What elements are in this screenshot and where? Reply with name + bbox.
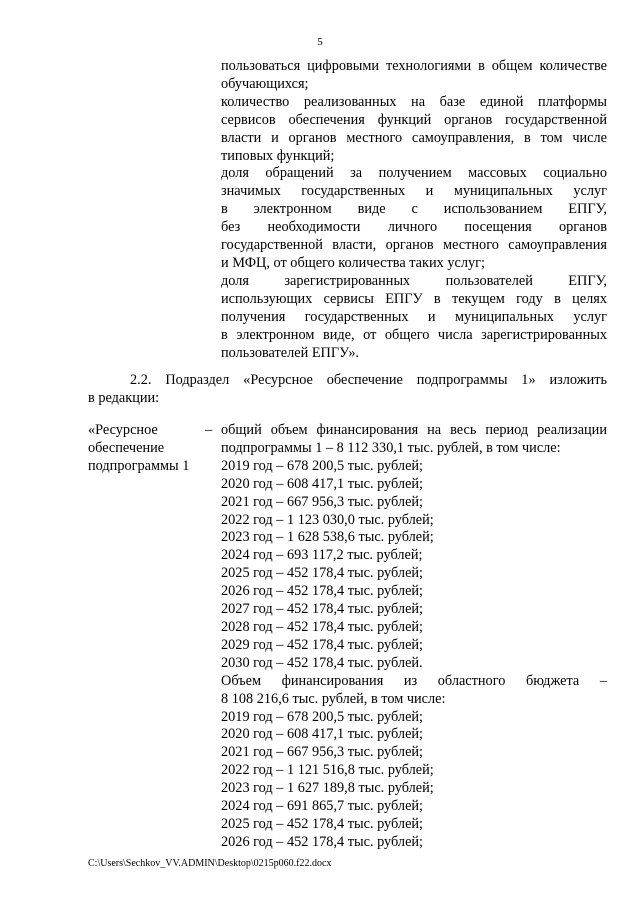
- text-line: без необходимости личного посещения органов: [221, 219, 607, 236]
- text-line: количество реализованных на базе единой платформы: [221, 93, 607, 110]
- text-line: 2022 год – 1 123 030,0 тыс. рублей;: [221, 511, 434, 528]
- text-line: 8 108 216,6 тыс. рублей, в том числе:: [221, 690, 446, 707]
- text-line: 2025 год – 452 178,4 тыс. рублей;: [221, 815, 424, 832]
- text-line: власти и органов местного самоуправления, в том числе: [221, 129, 607, 146]
- text-line: в электронном виде, от общего числа зарегистрированных: [221, 326, 607, 343]
- section-paragraph: [88, 372, 607, 408]
- text-line: пользователей ЕПГУ».: [221, 344, 360, 361]
- text-line: 2027 год – 452 178,4 тыс. рублей;: [221, 601, 424, 618]
- label-line: обеспечение: [88, 439, 165, 456]
- label-dash: –: [205, 422, 213, 438]
- text-line: 2026 год – 452 178,4 тыс. рублей;: [221, 583, 424, 600]
- text-line: и МФЦ, от общего количества таких услуг;: [221, 254, 485, 271]
- resource-label: [88, 422, 203, 476]
- text-line: 2026 год – 452 178,4 тыс. рублей;: [221, 833, 424, 850]
- text-line: 2019 год – 678 200,5 тыс. рублей;: [221, 708, 424, 725]
- text-line: 2024 год – 693 117,2 тыс. рублей;: [221, 547, 423, 564]
- text-line: значимых государственных и муниципальных услуг: [221, 183, 607, 200]
- section-paragraph-line: 2.2. Подраздел «Ресурсное обеспечение подпрограммы 1» изложить: [130, 372, 607, 388]
- text-line: 2021 год – 667 956,3 тыс. рублей;: [221, 744, 424, 761]
- label-line: подпрограммы 1: [88, 457, 190, 474]
- text-line: 2023 год – 1 628 538,6 тыс. рублей;: [221, 529, 434, 546]
- text-line: обучающихся;: [221, 75, 309, 92]
- text-line: 2020 год – 608 417,1 тыс. рублей;: [221, 726, 424, 743]
- text-line: общий объем финансирования на весь период реализации: [221, 422, 607, 438]
- text-line: 2025 год – 452 178,4 тыс. рублей;: [221, 565, 424, 582]
- text-line: 2029 год – 452 178,4 тыс. рублей;: [221, 636, 424, 653]
- text-line: 2022 год – 1 121 516,8 тыс. рублей;: [221, 762, 434, 779]
- text-line: сервисов обеспечения функций органов государственной: [221, 111, 607, 128]
- text-line: 2019 год – 678 200,5 тыс. рублей;: [221, 457, 424, 474]
- text-line: государственной власти, органов местного самоуправления: [221, 237, 607, 254]
- text-line: доля обращений за получением массовых социально: [221, 165, 607, 182]
- text-line: типовых функций;: [221, 147, 335, 164]
- text-line: 2028 год – 452 178,4 тыс. рублей;: [221, 618, 424, 635]
- text-line: использующих сервисы ЕПГУ в текущем году в целях: [221, 290, 607, 307]
- file-path-footer: C:\Users\Sechkov_VV.ADMIN\Desktop\0215p060.f22.docx: [88, 858, 332, 869]
- text-line: 2030 год – 452 178,4 тыс. рублей.: [221, 654, 423, 671]
- text-line: в электронном виде с использованием ЕПГУ,: [221, 201, 607, 218]
- text-line: получения государственных и муниципальных услуг: [221, 308, 607, 325]
- indicators-list: [221, 58, 607, 362]
- financing-list: [221, 422, 607, 852]
- text-line: 2021 год – 667 956,3 тыс. рублей;: [221, 493, 424, 510]
- page-number: 5: [317, 36, 323, 48]
- text-line: пользоваться цифровыми технологиями в общем количестве: [221, 58, 607, 74]
- text-line: 2020 год – 608 417,1 тыс. рублей;: [221, 475, 424, 492]
- text-line: подпрограммы 1 – 8 112 330,1 тыс. рублей, в том числе:: [221, 439, 561, 456]
- section-paragraph-line: в редакции:: [88, 389, 160, 406]
- text-line: 2023 год – 1 627 189,8 тыс. рублей;: [221, 780, 434, 797]
- label-line: «Ресурсное: [88, 422, 158, 438]
- text-line: Объем финансирования из областного бюджета –: [221, 672, 607, 689]
- text-line: 2024 год – 691 865,7 тыс. рублей;: [221, 798, 424, 815]
- text-line: доля зарегистрированных пользователей ЕПГУ,: [221, 272, 607, 289]
